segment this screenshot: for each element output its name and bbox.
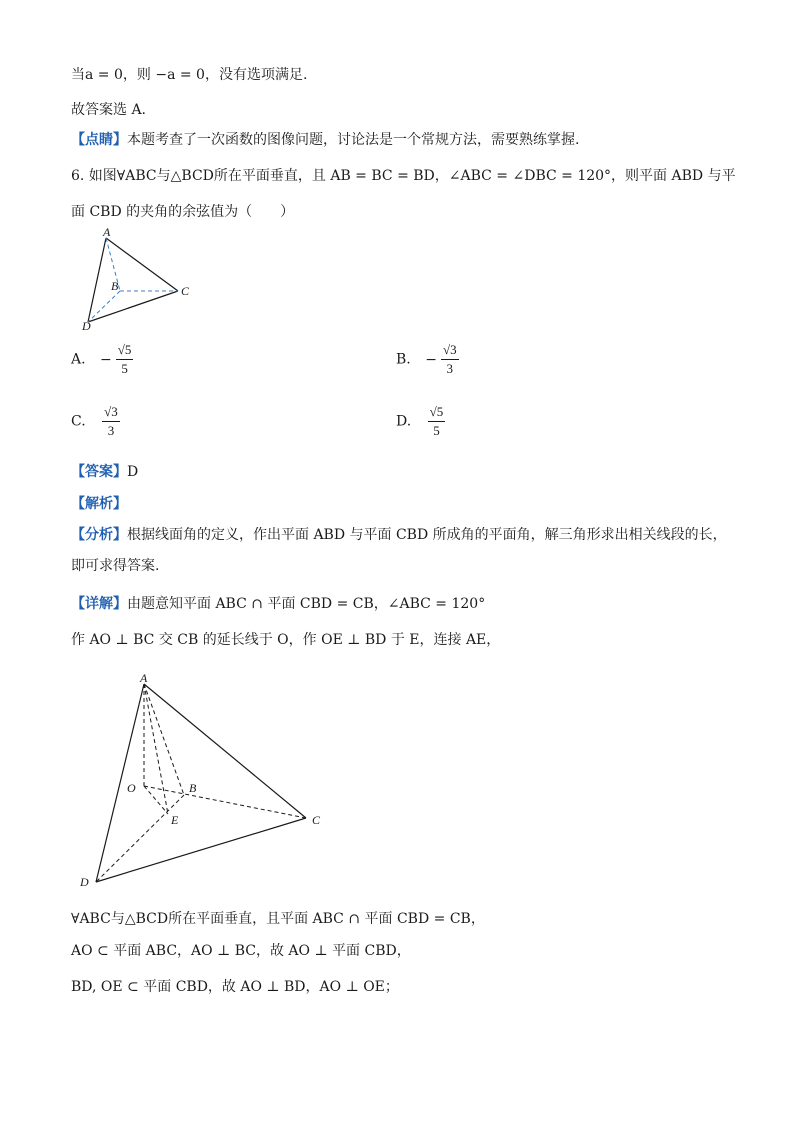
option-a-denominator: 5: [121, 361, 128, 376]
proof-line-3: BD, OE ⊂ 平面 CBD，故 AO ⊥ BD，AO ⊥ OE；: [71, 979, 399, 995]
option-d-numerator: √5: [428, 404, 446, 422]
proof-line-2: AO ⊂ 平面 ABC，AO ⊥ BC，故 AO ⊥ 平面 CBD，: [71, 943, 411, 959]
option-c-fraction: [102, 404, 120, 439]
answer-tag: 【答案】: [71, 464, 127, 480]
answer-value: D: [127, 464, 139, 480]
question-6-line-2: 面 CBD 的夹角的余弦值为（ ）: [71, 204, 295, 220]
dianjing-tag: 【点睛】: [71, 132, 127, 148]
fenxi-tag: 【分析】: [71, 527, 127, 543]
xiangjie-line: [71, 594, 485, 614]
option-c-denominator: 3: [107, 423, 115, 438]
option-b[interactable]: [396, 342, 459, 377]
option-d-denominator: 5: [433, 423, 440, 438]
label-D: D: [82, 319, 91, 333]
label-C: C: [181, 284, 190, 298]
xiangjie-line-2: 作 AO ⊥ BC 交 CB 的延长线于 O，作 OE ⊥ BD 于 E，连接 AE，: [71, 632, 501, 648]
proof-line-1: ∀ABC与△BCD所在平面垂直，且平面 ABC ∩ 平面 CBD = CB，: [71, 911, 485, 927]
edge-BD-dashed: [88, 291, 120, 322]
label-A: A: [140, 671, 148, 685]
option-a[interactable]: [71, 342, 133, 377]
label-B: B: [189, 781, 197, 795]
label-O: O: [127, 781, 136, 795]
option-a-numerator: √5: [116, 342, 134, 360]
option-d[interactable]: [396, 404, 445, 439]
question-6-line-1: 6. 如图∀ABC与△BCD所在平面垂直，且 AB = BC = BD，∠ABC = ∠DBC = 120°，则平面 ABD 与平: [71, 168, 736, 184]
text-line-2: 故答案选 A.: [71, 102, 147, 118]
option-b-sign: −: [425, 351, 437, 368]
edge-OE-dashed: [144, 786, 168, 814]
option-b-label: B.: [396, 351, 411, 368]
option-c-numerator: √3: [102, 404, 120, 422]
option-b-denominator: 3: [446, 361, 453, 376]
option-d-fraction: [428, 404, 446, 439]
option-a-fraction: [116, 342, 134, 377]
option-a-sign: −: [100, 351, 112, 368]
fenxi-line: [71, 525, 727, 545]
fenxi-text: 根据线面角的定义，作出平面 ABD 与平面 CBD 所成角的平面角，解三角形求出相关线段的长，: [127, 527, 727, 543]
xiangjie-text: 由题意知平面 ABC ∩ 平面 CBD = CB，∠ABC = 120°: [127, 596, 486, 612]
edge-DC: [96, 818, 306, 882]
label-E: E: [171, 813, 179, 827]
label-B: B: [111, 279, 119, 293]
dianjing-line: [71, 130, 579, 150]
dianjing-text: 本题考查了一次函数的图像问题，讨论法是一个常规方法，需要熟练掌握.: [127, 132, 580, 148]
label-D: D: [80, 875, 89, 889]
xiangjie-tag: 【详解】: [71, 596, 127, 612]
tetrahedron-figure-small: [78, 226, 198, 336]
tetrahedron-figure-large: [72, 668, 342, 893]
option-c-label: C.: [71, 413, 86, 430]
option-c[interactable]: [71, 404, 120, 439]
answer-line: [71, 462, 138, 482]
edge-AE-dashed: [144, 684, 168, 814]
label-A: A: [103, 226, 111, 239]
fenxi-line-2: 即可求得答案.: [71, 558, 160, 574]
option-d-label: D.: [396, 413, 412, 430]
option-a-label: A.: [71, 351, 86, 368]
edge-AD: [96, 684, 144, 882]
analysis-line: [71, 494, 127, 514]
edge-AD: [88, 238, 106, 322]
text-line-1: 当a = 0，则 −a = 0，没有选项满足.: [71, 67, 308, 83]
edge-OC-dashed: [144, 786, 306, 818]
edge-DC: [88, 291, 178, 322]
label-C: C: [312, 813, 321, 827]
option-b-fraction: [441, 342, 459, 377]
analysis-tag: 【解析】: [71, 496, 127, 512]
option-b-numerator: √3: [441, 342, 459, 360]
